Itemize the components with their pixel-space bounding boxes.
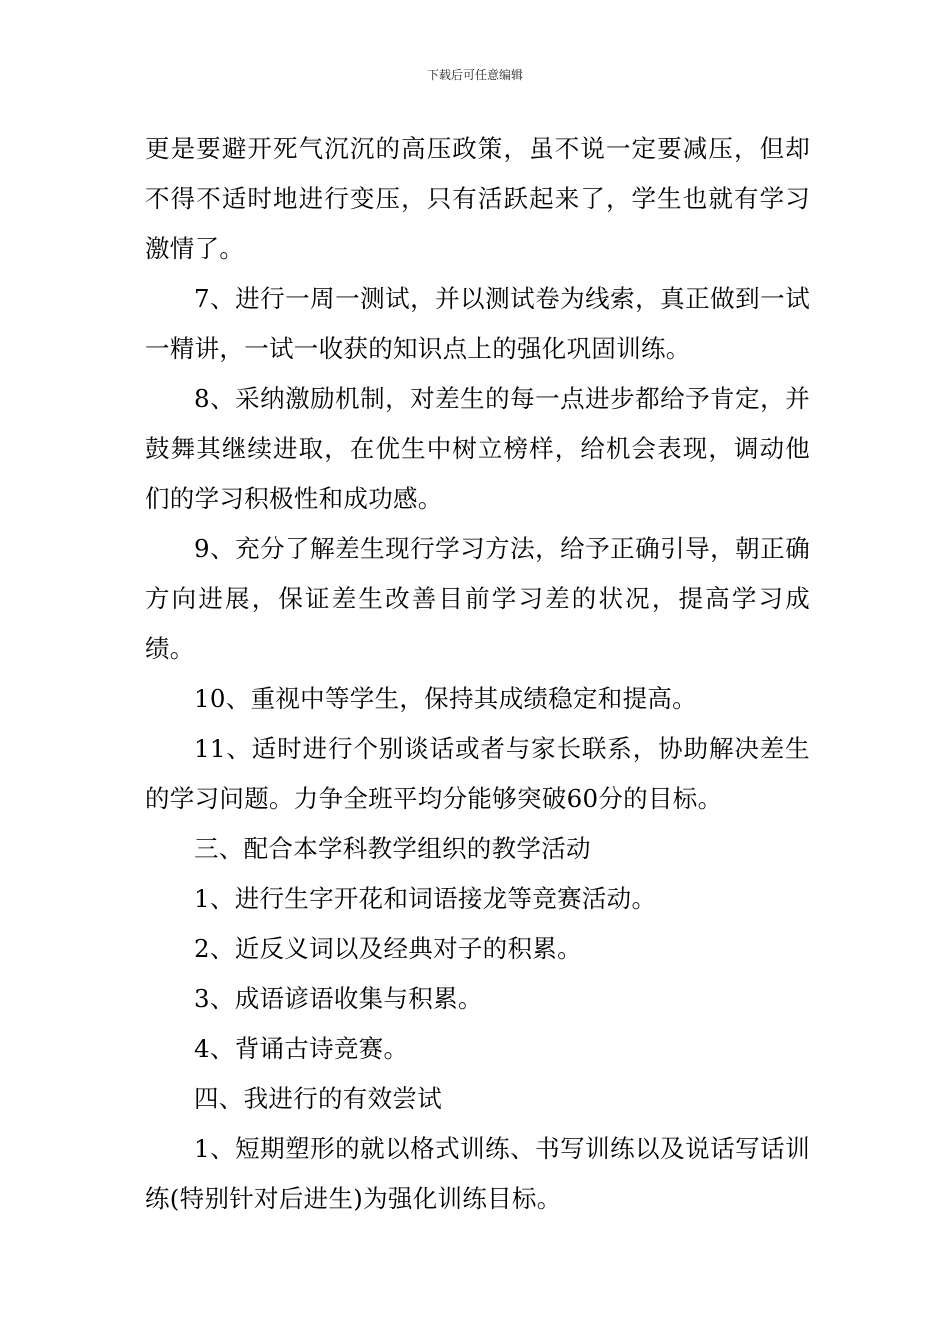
paragraph: 7、进行一周一测试，并以测试卷为线索，真正做到一试一精讲，一试一收获的知识点上的强化巩固训练。 [145,284,810,363]
paragraph: 1、短期塑形的就以格式训练、书写训练以及说话写话训练(特别针对后进生)为强化训练目标。 [145,1134,810,1213]
list-item: 4、背诵古诗竞赛。 [194,1034,409,1063]
list-item: 2、近反义词以及经典对子的积累。 [194,934,582,963]
section-heading: 四、我进行的有效尝试 [194,1084,442,1113]
paragraph: 11、适时进行个别谈话或者与家长联系，协助解决差生的学习问题。力争全班平均分能够突破60分的目标。 [145,734,810,813]
list-item: 3、成语谚语收集与积累。 [194,984,483,1013]
document-body [145,124,810,1224]
paragraph: 更是要避开死气沉沉的高压政策，虽不说一定要减压，但却不得不适时地进行变压，只有活跃起来了，学生也就有学习激情了。 [145,134,810,263]
section-heading: 三、配合本学科教学组织的教学活动 [194,834,591,863]
list-item: 1、进行生字开花和词语接龙等竞赛活动。 [194,884,657,913]
page-header: 下载后可任意编辑 [426,68,523,82]
paragraph: 10、重视中等学生，保持其成绩稳定和提高。 [194,684,697,713]
paragraph: 9、充分了解差生现行学习方法，给予正确引导，朝正确方向进展，保证差生改善目前学习差的状况，提高学习成绩。 [145,534,810,663]
paragraph: 8、采纳激励机制，对差生的每一点进步都给予肯定，并鼓舞其继续进取，在优生中树立榜样，给机会表现，调动他们的学习积极性和成功感。 [145,384,810,513]
